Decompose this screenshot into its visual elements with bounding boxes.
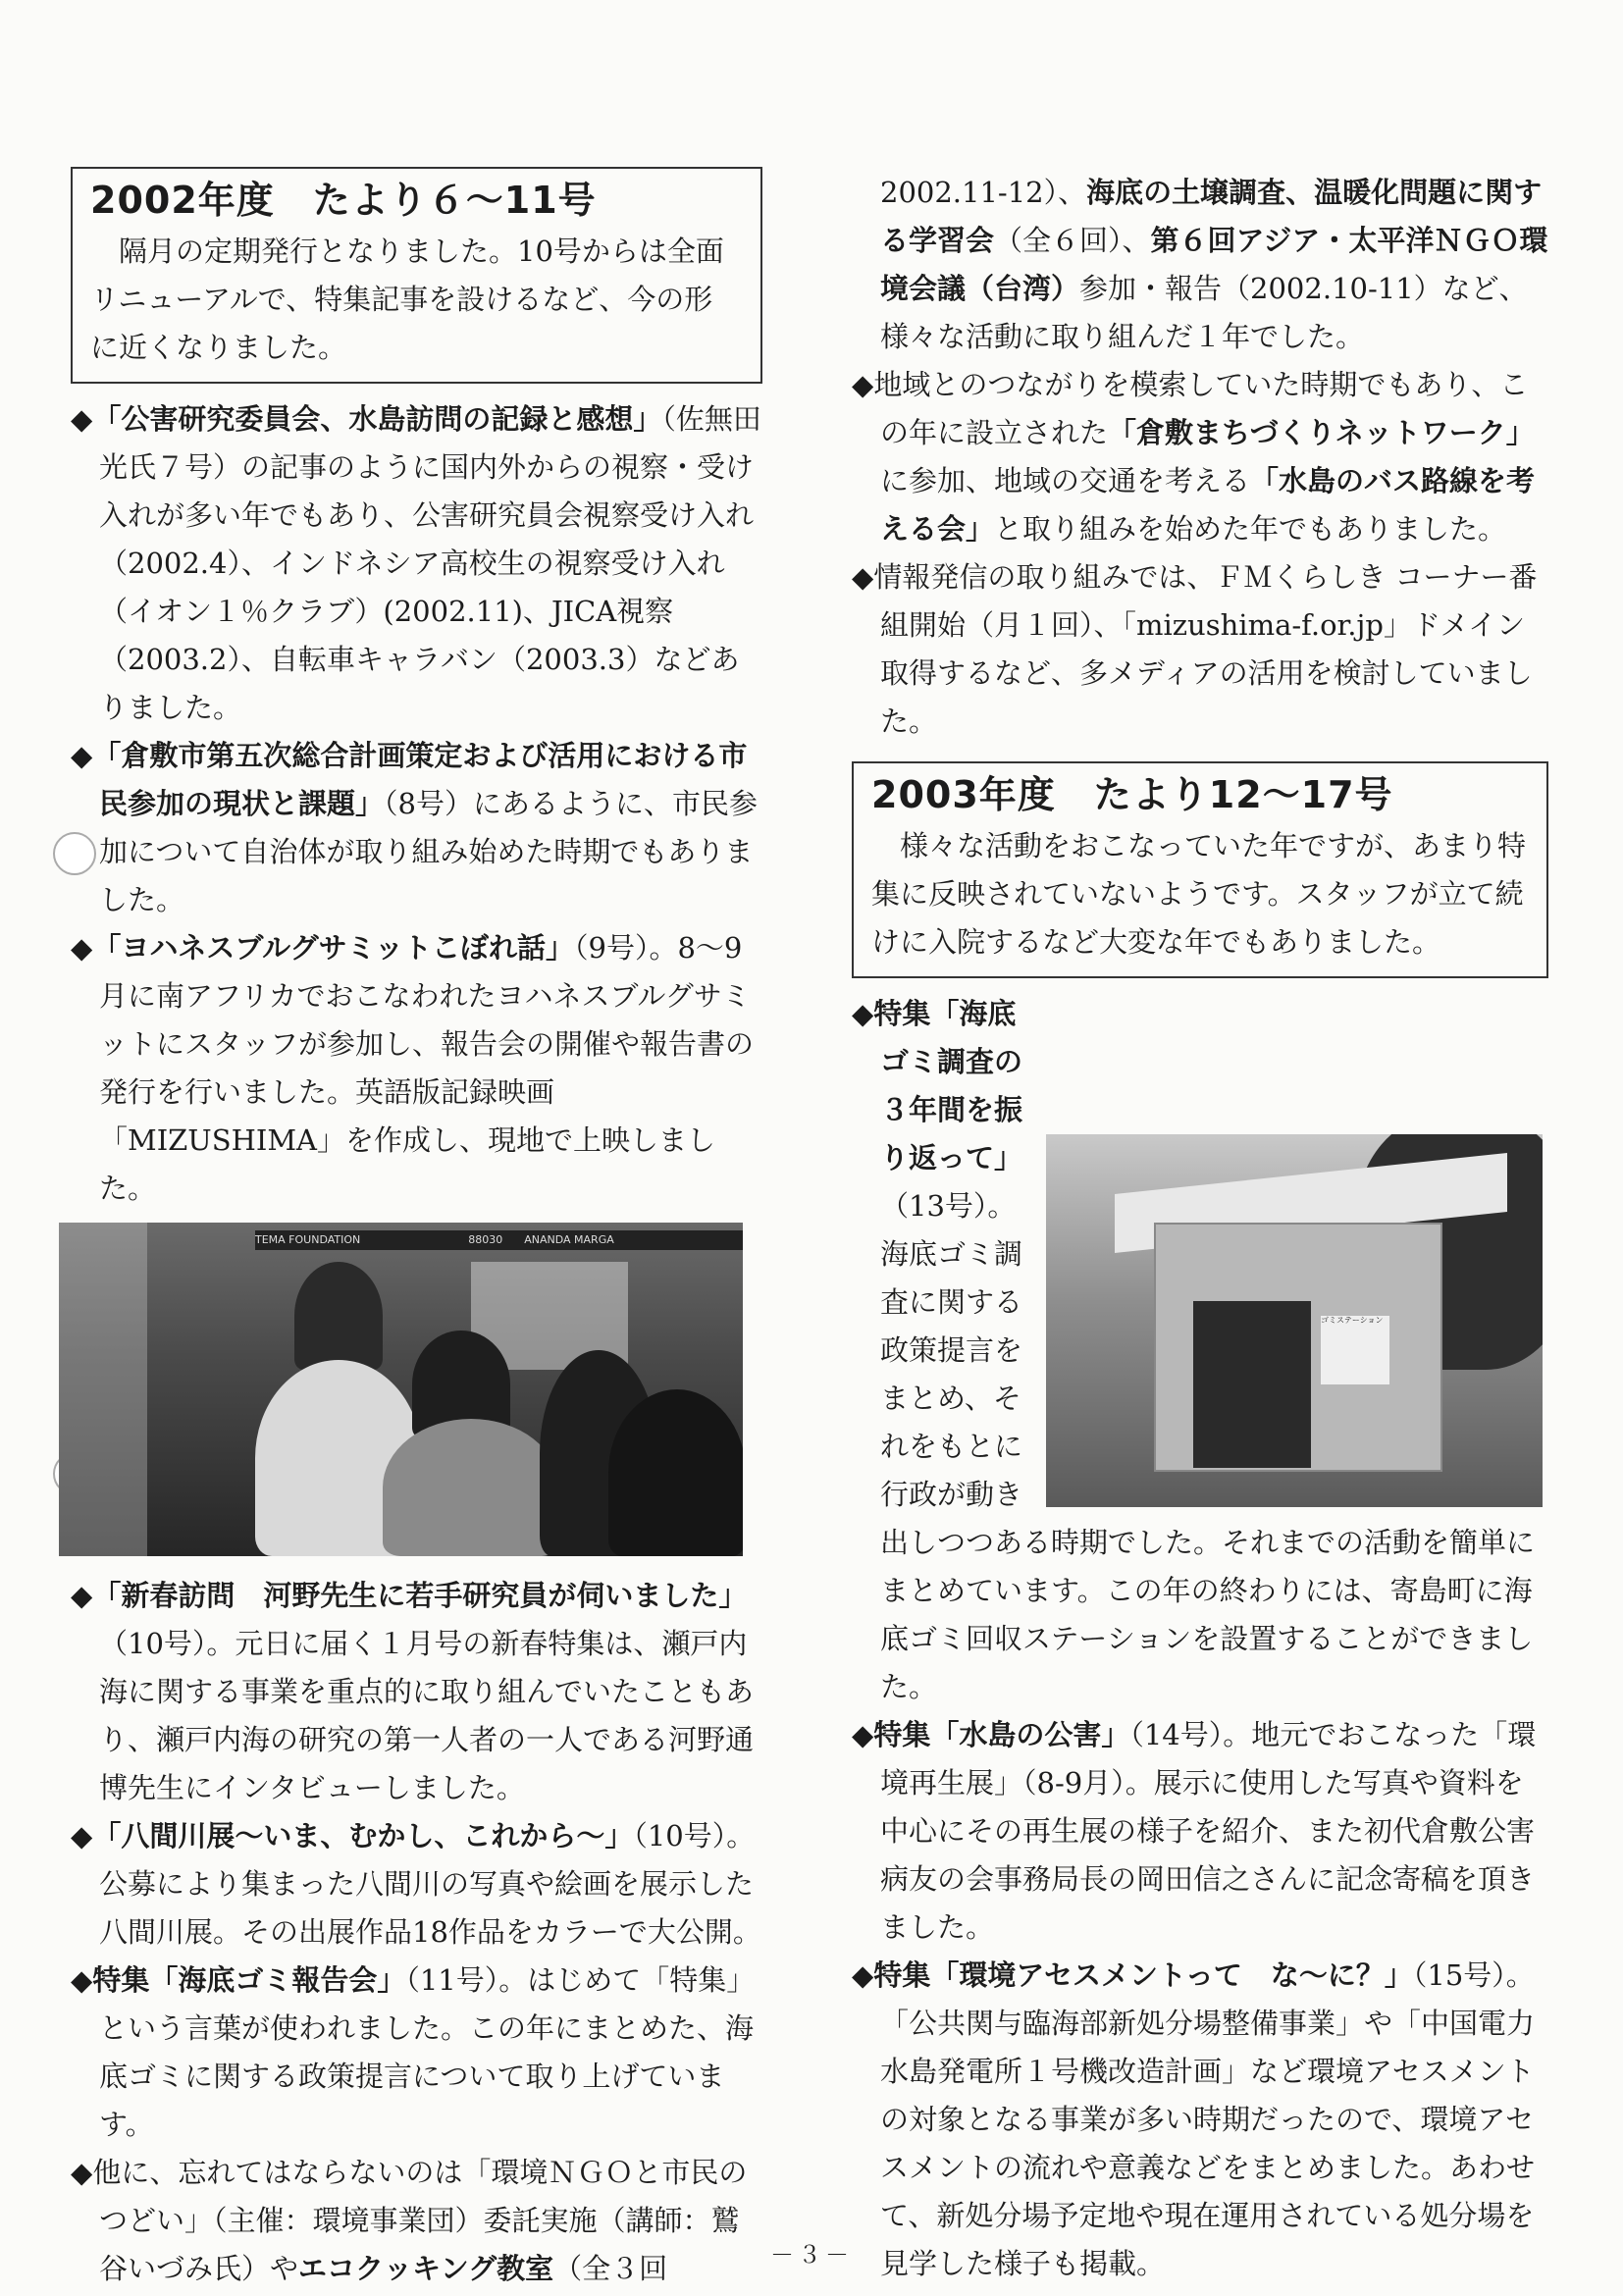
summit-booth-photo bbox=[59, 1223, 743, 1556]
section-intro-2002: 隔月の定期発行となりました。10号からは全面リニューアルで、特集記事を設けるなど、今の形に近くなりました。 bbox=[90, 235, 724, 364]
diamond-bullet-icon: ◆ bbox=[852, 997, 874, 1030]
station-sign: ゴミステーション bbox=[1321, 1316, 1389, 1384]
garbage-station-photo bbox=[1046, 1134, 1543, 1507]
section-intro-2003: 様々な活動をおこなっていた年ですが、あまり特集に反映されていないようです。スタッフが立て続けに入院するなど大変な年でもありました。 bbox=[871, 829, 1527, 959]
list-item: ◆他に、忘れてはならないのは「環境ＮＧＯと市民のつどい」（主催：環境事業団）委託実施（講師：鷲谷いづみ氏）やエコクッキング教室（全３回 bbox=[71, 2156, 748, 2285]
list-item: ◆特集「水島の公害」（14号）。地元でおこなった「環境再生展」（8-9月）。展示に使用した写真や資料を中心にその再生展の様子を紹介、また初代倉敷公害病友の会事務局長の岡田信之さんに記念寄稿を頂きました。 bbox=[852, 1718, 1537, 1944]
continued-paragraph: 2002.11-12）、海底の土壌調査、温暖化問題に関する学習会（全６回）、第６回アジア・太平洋ＮＧＯ環境会議（台湾）参加・報告（2002.10-11）など、様々な活動に取り組んだ１年でした。 bbox=[880, 176, 1548, 353]
section-title-2002: 2002年度 たより６～11号 bbox=[90, 179, 597, 222]
page-number: －３－ bbox=[770, 2241, 853, 2269]
list-item: ◆「新春訪問 河野先生に若手研究員が伺いました」（10号）。元日に届く１月号の新春特集は、瀬戸内海に関する事業を重点的に取り組んでいたこともあり、瀬戸内海の研究の第一人者の一人である河野通博先生にインタビューしました。 bbox=[71, 1579, 755, 1804]
list-item: ◆「倉敷市第五次総合計画策定および活用における市民参加の現状と課題」（8号）にあるように、市民参加について自治体が取り組み始めた時期でもありました。 bbox=[71, 739, 758, 916]
diamond-bullet-icon: ◆ bbox=[852, 368, 874, 401]
list-item: ◆特集「海底ゴミ報告会」（11号）。はじめて「特集」という言葉が使われました。この年にまとめた、海底ゴミに関する政策提言について取り上げています。 bbox=[71, 1963, 756, 2141]
diamond-bullet-icon: ◆ bbox=[71, 739, 93, 772]
list-item: ◆「公害研究委員会、水島訪問の記録と感想」（佐無田 光氏７号）の記事のように国内外からの視察・受け入れが多い年でもあり、公害研究員会視察受け入れ（2002.4）、インドネシア高校生の視察受け入れ（イオン１％クラブ）(2002.11)、JICA視察（2003.2）、自転車キャラバン（2003.3）などありました。 bbox=[71, 402, 761, 724]
list-item: ◆特集「海底ゴミ調査の３年間を振り返って」（13号）。海底ゴミ調査に関する政策提言をまとめ、それをもとに行政が動き出しつつある時期でした。それまでの活動を簡単にまとめています。この年の終わりには、寄島町に海底ゴミ回収ステーションを設置することができました。 bbox=[852, 997, 1536, 1703]
diamond-bullet-icon: ◆ bbox=[852, 1958, 874, 1992]
list-item: ◆情報発信の取り組みでは、ＦＭくらしき コーナー番組開始（月１回）、「mizushima-f.or.jp」ドメイン取得するなど、多メディアの活用を検討していました。 bbox=[852, 560, 1538, 738]
diamond-bullet-icon: ◆ bbox=[71, 2156, 93, 2189]
diamond-bullet-icon: ◆ bbox=[71, 931, 93, 965]
diamond-bullet-icon: ◆ bbox=[852, 1718, 874, 1751]
left-column bbox=[71, 167, 762, 2293]
list-item: ◆特集「環境アセスメントって な～に？」（15号）。「公共関与臨海部新処分場整備事業」や「中国電力水島発電所１号機改造計画」など環境アセスメントの対象となる事業が多い時期だったので、環境アセスメントの流れや意義などをまとめました。あわせて、新処分場予定地や現在運用されている処分場を見学した様子も掲載。 bbox=[852, 1958, 1536, 2280]
section-box-2002 bbox=[71, 167, 762, 384]
diamond-bullet-icon: ◆ bbox=[71, 1579, 93, 1612]
list-item: ◆「八間川展～いま、むかし、これから～」（10号）。公募により集まった八間川の写真や絵画を展示した八間川展。その出展作品18作品をカラーで大公開。 bbox=[71, 1819, 761, 1949]
section-title-2003: 2003年度 たより12～17号 bbox=[871, 773, 1393, 816]
diamond-bullet-icon: ◆ bbox=[71, 402, 93, 436]
photo-banner-text: TEMA FOUNDATION 88030 ANANDA MARGA bbox=[255, 1230, 743, 1250]
section-box-2003 bbox=[852, 761, 1548, 978]
diamond-bullet-icon: ◆ bbox=[71, 1819, 93, 1852]
list-item: ◆「ヨハネスブルグサミットこぼれ話」（9号）。8～9月に南アフリカでおこなわれたヨハネスブルグサミットにスタッフが参加し、報告会の開催や報告書の発行を行いました。英語版記録映画「MIZUSHIMA」を作成し、現地で上映しました。 bbox=[71, 931, 755, 1205]
diamond-bullet-icon: ◆ bbox=[852, 560, 874, 594]
diamond-bullet-icon: ◆ bbox=[71, 1963, 93, 1997]
list-item: ◆地域とのつながりを模索していた時期でもあり、この年に設立された「倉敷まちづくりネットワーク」に参加、地域の交通を考える「水島のバス路線を考える会」と取り組みを始めた年でもありました。 bbox=[852, 368, 1536, 546]
